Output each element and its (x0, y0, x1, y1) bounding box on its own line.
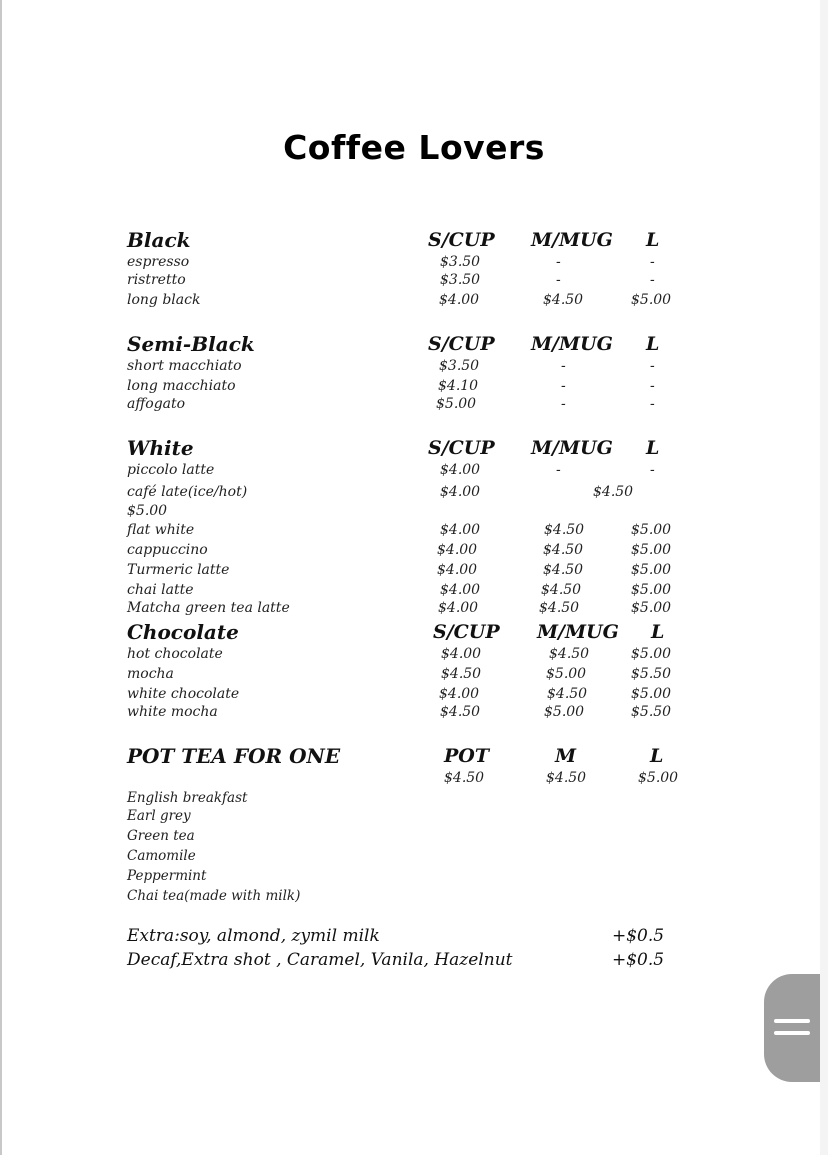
price-small: $4.00 (437, 542, 478, 558)
item-name: espresso (127, 254, 190, 270)
price-small: $3.50 (440, 272, 481, 288)
handle-grip-icon (774, 1031, 810, 1035)
price-small: $5.00 (436, 396, 477, 412)
section-heading-pot-tea: POT TEA FOR ONE (127, 744, 341, 768)
price-large: $5.00 (631, 542, 672, 558)
size-pot-header: POT (444, 745, 489, 767)
tea-item: Earl grey (127, 808, 191, 824)
section-heading-chocolate: Chocolate (127, 620, 239, 644)
item-name: chai latte (127, 582, 194, 598)
tea-item: Peppermint (127, 868, 207, 884)
item-name: long black (127, 292, 201, 308)
price-large: $5.00 (127, 503, 168, 519)
price-medium: $5.00 (544, 704, 585, 720)
item-name: flat white (127, 522, 195, 538)
price-large: $5.00 (631, 646, 672, 662)
price-medium: $4.50 (546, 770, 587, 786)
price-large: $5.00 (631, 522, 672, 538)
page-left-edge (0, 0, 2, 1155)
price-medium: $5.00 (546, 666, 587, 682)
price-medium: $4.50 (543, 292, 584, 308)
size-large-header: L (646, 333, 660, 355)
item-name: long macchiato (127, 378, 236, 394)
price-small: $4.00 (440, 484, 481, 500)
price-medium: - (561, 358, 566, 374)
price-large: - (650, 378, 655, 394)
size-small-header: S/CUP (433, 621, 500, 643)
item-name: affogato (127, 396, 186, 412)
item-name: Matcha green tea latte (127, 600, 290, 616)
item-name: hot chocolate (127, 646, 223, 662)
price-small: $4.50 (440, 704, 481, 720)
price-small: $4.00 (441, 646, 482, 662)
size-large-header: L (650, 745, 664, 767)
extra-label: Extra:soy, almond, zymil milk (127, 926, 380, 946)
price-large: $5.00 (631, 292, 672, 308)
size-medium-header: M/MUG (531, 333, 613, 355)
size-large-header: L (646, 229, 660, 251)
price-medium: $4.50 (541, 582, 582, 598)
price-small: $4.00 (439, 686, 480, 702)
price-small: $4.10 (438, 378, 479, 394)
price-medium: - (561, 396, 566, 412)
tea-item: Green tea (127, 828, 195, 844)
price-medium: $4.50 (547, 686, 588, 702)
price-large: $5.00 (631, 686, 672, 702)
item-name: cappuccino (127, 542, 208, 558)
section-heading-white: White (127, 436, 194, 460)
menu-title: Coffee Lovers (283, 128, 545, 167)
size-medium-header: M/MUG (537, 621, 619, 643)
tea-item: Camomile (127, 848, 196, 864)
extra-label: Decaf,Extra shot , Caramel, Vanila, Hazelnut (127, 950, 513, 970)
size-small-header: S/CUP (428, 333, 495, 355)
price-large: $5.50 (631, 704, 672, 720)
price-large: $5.00 (638, 770, 679, 786)
item-name: mocha (127, 666, 174, 682)
handle-grip-icon (774, 1019, 810, 1023)
price-large: $5.00 (631, 562, 672, 578)
price-small: $4.00 (439, 292, 480, 308)
price-medium: $4.50 (539, 600, 580, 616)
section-heading-semi-black: Semi-Black (127, 332, 255, 356)
price-small: $4.00 (440, 522, 481, 538)
price-large: - (650, 462, 655, 478)
size-small-header: S/CUP (428, 229, 495, 251)
scroll-handle[interactable] (764, 974, 820, 1082)
tea-item: English breakfast (127, 790, 248, 806)
section-heading-black: Black (127, 228, 191, 252)
price-small: $4.00 (438, 600, 479, 616)
item-name: café late(ice/hot) (127, 484, 248, 500)
price-medium: $4.50 (593, 484, 634, 500)
size-medium-header: M/MUG (531, 437, 613, 459)
price-medium: $4.50 (543, 562, 584, 578)
price-large: $5.00 (631, 582, 672, 598)
item-name: piccolo latte (127, 462, 215, 478)
price-large: - (650, 254, 655, 270)
price-small: $4.50 (441, 666, 482, 682)
price-small: $3.50 (440, 254, 481, 270)
item-name: short macchiato (127, 358, 242, 374)
price-medium: - (561, 378, 566, 394)
extra-price: +$0.5 (612, 926, 665, 946)
price-medium: $4.50 (543, 542, 584, 558)
price-small: $4.00 (440, 462, 481, 478)
price-medium: - (556, 462, 561, 478)
size-large-header: L (646, 437, 660, 459)
price-large: $5.00 (631, 600, 672, 616)
size-medium-header: M (555, 745, 577, 767)
price-medium: $4.50 (549, 646, 590, 662)
size-small-header: S/CUP (428, 437, 495, 459)
price-large: $5.50 (631, 666, 672, 682)
price-medium: - (556, 272, 561, 288)
item-name: Turmeric latte (127, 562, 230, 578)
page-right-edge (820, 0, 828, 1155)
price-small: $4.00 (437, 562, 478, 578)
price-pot: $4.50 (444, 770, 485, 786)
item-name: white mocha (127, 704, 218, 720)
price-medium: - (556, 254, 561, 270)
price-large: - (650, 358, 655, 374)
price-small: $3.50 (439, 358, 480, 374)
size-medium-header: M/MUG (531, 229, 613, 251)
item-name: ristretto (127, 272, 186, 288)
extra-price: +$0.5 (612, 950, 665, 970)
item-name: white chocolate (127, 686, 240, 702)
price-small: $4.00 (440, 582, 481, 598)
tea-item: Chai tea(made with milk) (127, 888, 301, 904)
size-large-header: L (651, 621, 665, 643)
price-medium: $4.50 (544, 522, 585, 538)
price-large: - (650, 272, 655, 288)
price-large: - (650, 396, 655, 412)
